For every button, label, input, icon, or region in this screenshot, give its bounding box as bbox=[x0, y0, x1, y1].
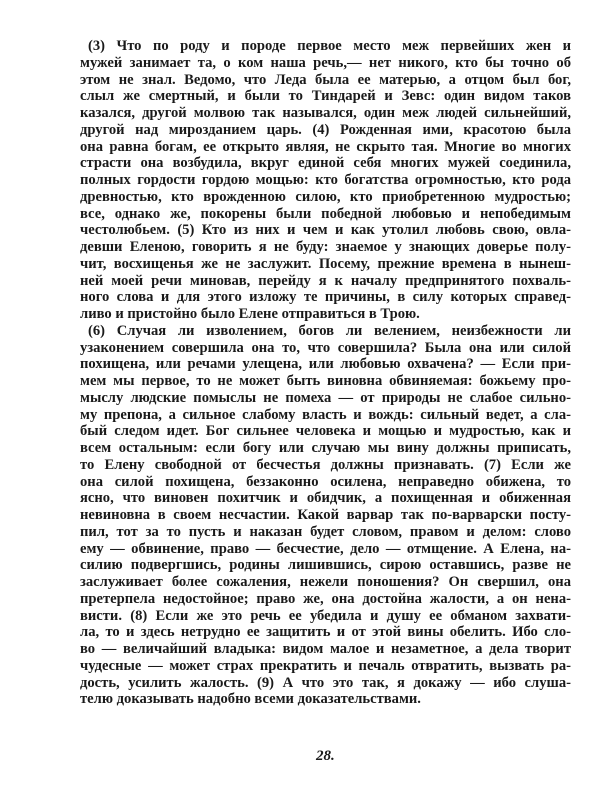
text-line: дость, усилить жалость. (9) А что это так, я докажу — ибо слуша- bbox=[80, 674, 571, 691]
text-line: мыслу людские помыслы не помеха — от природы не слабое сильно- bbox=[80, 389, 571, 406]
text-line: телю доказывать надобно всеми доказательствами. bbox=[80, 691, 421, 708]
text-line: честолюбьем. (5) Кто из них и чем и как утолил любовь свою, овла- bbox=[80, 222, 571, 239]
text-line: слыл же смертный, и были то Тиндарей и Зевс: один видом таков bbox=[80, 88, 571, 105]
text-line: все, однако же, покорены были победной любовью и непобедимым bbox=[80, 205, 571, 222]
text-line: она равна богам, ее открыто являя, не скрыто тая. Многие во многих bbox=[80, 138, 571, 155]
text-line: чит, восхищенья же не заслужит. Посему, прежние времена в нынеш- bbox=[80, 255, 571, 272]
text-line: претерпела недостойное; право же, она достойна жалости, а он нена- bbox=[80, 590, 571, 607]
text-line: чудесные — может страх прекратить и печаль отвратить, вызвать ра- bbox=[80, 657, 571, 674]
text-line: ему — обвинение, право — бесчестие, дело — отмщение. А Елена, на- bbox=[80, 540, 571, 557]
text-line: то Елену свободной от бесчестья должны признавать. (7) Если же bbox=[80, 456, 571, 473]
text-line: (6) Случая ли изволением, богов ли велением, неизбежности ли bbox=[88, 322, 571, 339]
text-line: бый следом идет. Бог сильнее человека и мощью и мудростью, как и bbox=[80, 423, 571, 440]
text-line: висти. (8) Если же это речь ее убедила и душу ее обманом захвати- bbox=[80, 607, 571, 624]
text-line: древностью, кто врожденною силою, кто приобретенною мудростью; bbox=[80, 188, 571, 205]
text-line: другой над мирозданием царь. (4) Рожденная ими, красотою была bbox=[80, 121, 571, 138]
text-line: ливо и пристойно было Елене отправиться в Трою. bbox=[80, 306, 420, 322]
text-line: казался, другой молвою так назывался, один меж людей сильнейший, bbox=[80, 105, 571, 121]
text-line: полных гордости гордою мощью: кто богатства огромностью, кто рода bbox=[80, 172, 571, 188]
text-line: всем остальным: если богу или случаю мы вину должны приписать, bbox=[80, 440, 571, 456]
text-line: во — величайший владыка: видом малое и незаметное, а дела творит bbox=[80, 641, 571, 657]
text-line: мужей занимает та, о ком наша речь,— нет никого, кто бы точно об bbox=[80, 54, 571, 71]
paragraph bbox=[80, 323, 571, 708]
text-line: ного слова и для этого изложу те причины, в силу которых справед- bbox=[80, 289, 571, 306]
text-line: силию подвергшись, родины лишившись, сирою оставшись, разве не bbox=[80, 557, 571, 574]
text-line: (3) Что по роду и породе первое место меж первейших жен и bbox=[88, 38, 571, 54]
paragraph bbox=[80, 38, 571, 323]
text-line: мем мы первое, то не может быть виновна обвиняемая: божьему про- bbox=[80, 373, 571, 389]
page-body-text bbox=[80, 38, 571, 708]
text-line: она силой похищена, беззаконно осилена, неправедно обижена, то bbox=[80, 473, 571, 490]
text-line: узаконением совершила она то, что совершила? Была она или силой bbox=[80, 339, 571, 356]
page-number: 28. bbox=[316, 748, 335, 764]
text-line: похищена, или речами улещена, или любовью охвачена? — Если при- bbox=[80, 356, 571, 373]
text-line: заслуживает более сожаления, нежели поношения? Он свершил, она bbox=[80, 574, 571, 590]
text-line: ясно, что виновен похитчик и обидчик, а похищенная и обиженная bbox=[80, 490, 571, 507]
text-line: этом не знал. Ведомо, что Леда была ее матерью, а отцом был бог, bbox=[80, 71, 571, 88]
text-line: ла, то и здесь нетрудно ее защитить и от этой вины обелить. Ибо сло- bbox=[80, 624, 571, 641]
text-line: страсти она возбудила, вкруг единой себя многих мужей соединила, bbox=[80, 155, 571, 172]
text-line: пил, тот за то пусть и наказан будет словом, правом и делом: слово bbox=[80, 523, 571, 540]
text-line: невиновна в своем несчастии. Какой варвар так по-варварски посту- bbox=[80, 507, 571, 523]
text-line: му препона, а сильное слабому власть и вождь: сильный ведет, а сла- bbox=[80, 406, 571, 423]
text-line: девши Еленою, говорить я не буду: знаемое у знающих доверье полу- bbox=[80, 239, 571, 255]
text-line: ней моей речи миновав, перейду я к началу предпринятого похваль- bbox=[80, 272, 571, 289]
